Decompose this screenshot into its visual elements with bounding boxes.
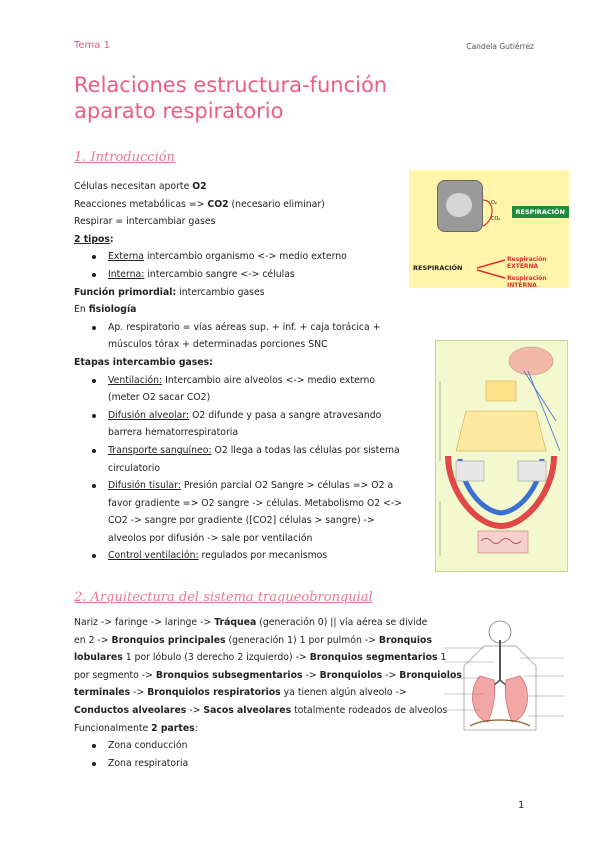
section-heading-architecture: 2. Arquitectura del sistema traqueobronquial xyxy=(74,590,373,605)
respiration-diagram xyxy=(409,170,569,288)
text-bold: O2 xyxy=(192,181,207,192)
text-bold: Bronquios segmentarios xyxy=(309,652,438,664)
list-item xyxy=(74,407,402,442)
text: Nariz -> faringe -> laringe -> xyxy=(74,617,215,628)
header-topic: Tema 1 xyxy=(74,40,110,51)
text: : xyxy=(194,722,198,734)
text: totalmente rodeados de alveolos xyxy=(291,704,448,716)
line: Respirar = intercambiar gases xyxy=(74,216,216,228)
text-bold: lobulares xyxy=(74,652,123,664)
list-item: Zona respiratoria xyxy=(74,755,462,773)
line xyxy=(74,301,402,319)
respiratory-tract-diagram xyxy=(444,618,564,738)
text-bold: Bronquiolos xyxy=(319,669,383,681)
text: -> xyxy=(302,669,320,681)
text: Funcionalmente xyxy=(74,722,152,734)
text-bold: CO2 xyxy=(207,198,229,210)
line xyxy=(74,720,462,738)
section-heading-intro: 1. Introducción xyxy=(74,150,175,165)
gas-exchange-illustration xyxy=(436,341,567,571)
text: en 2 -> xyxy=(74,634,112,646)
text: por segmento -> xyxy=(74,669,156,681)
line: alveolos por difusión -> sale por ventilación xyxy=(108,532,313,544)
text-bold: 2 tipos xyxy=(74,233,110,245)
text: -> xyxy=(382,669,400,681)
text: 1 por lóbulo (3 derecho 2 izquierdo) -> xyxy=(122,652,310,664)
list-item xyxy=(74,266,402,284)
line-bold: Etapas intercambio gases: xyxy=(74,356,213,368)
line: favor gradiente => O2 sangre -> células. Metabolismo O2 <-> xyxy=(108,497,403,509)
paragraph-line xyxy=(74,649,462,667)
intro-body xyxy=(74,178,402,565)
text-underlined: Control ventilación: xyxy=(108,550,199,562)
text: O2 llega a todas las células por sistema xyxy=(211,444,400,456)
label-o2: O₂ xyxy=(491,200,497,206)
line: músculos tórax + determinadas porciones SNC xyxy=(108,339,328,351)
fig1-arrows xyxy=(409,170,569,288)
text-bold: Bronquiolos respiratorios xyxy=(147,687,281,699)
text: -> xyxy=(130,687,148,699)
text: En xyxy=(74,304,89,316)
line: barrera hematorrespiratoria xyxy=(108,427,239,439)
text-underlined: Externa xyxy=(108,251,144,263)
stages-list xyxy=(74,372,402,566)
text: (necesario eliminar) xyxy=(228,198,325,210)
respiratory-tract-illustration xyxy=(444,618,564,738)
list-item xyxy=(74,372,402,407)
text-bold: Sacos alveolares xyxy=(203,704,292,716)
text: -> xyxy=(186,704,204,716)
respiracion-label: RESPIRACIÓN xyxy=(413,264,463,272)
paragraph-line xyxy=(74,632,462,650)
line xyxy=(74,196,402,214)
line xyxy=(74,231,402,249)
list-item: Zona conducción xyxy=(74,737,462,755)
text-bold: Tráquea xyxy=(214,617,257,628)
respiracion-externa: Respiración EXTERNA xyxy=(507,256,547,270)
text-underlined: Ventilación: xyxy=(108,374,163,386)
text-bold: fisiología xyxy=(88,304,137,316)
text: Células necesitan aporte xyxy=(74,181,193,192)
line: Ap. respiratorio = vías aéreas sup. + inf. + caja torácica + xyxy=(108,321,381,333)
text-bold: Función primordial: xyxy=(74,286,177,298)
text: Presión parcial O2 Sangre > células => O2 a xyxy=(180,480,394,492)
text-bold: Bronquios xyxy=(378,634,432,646)
line: (meter O2 sacar CO2) xyxy=(108,392,211,404)
text-bold: 2 partes xyxy=(151,722,195,734)
text-bold: Bronquios principales xyxy=(111,634,226,646)
paragraph-line xyxy=(74,667,462,685)
text-underlined: Transporte sanguíneo: xyxy=(108,444,212,456)
list-item xyxy=(74,442,402,477)
text-bold: Conductos alveolares xyxy=(74,704,187,716)
text: : xyxy=(109,233,114,245)
list-item xyxy=(74,248,402,266)
paragraph-line xyxy=(74,702,462,720)
line: CO2 -> sangre por gradiente ([CO2] células > sangre) -> xyxy=(108,515,375,527)
paragraph-line xyxy=(74,684,462,702)
page-title: Relaciones estructura-función aparato respiratorio xyxy=(74,73,388,123)
paragraph-line xyxy=(74,614,462,632)
text: Reacciones metabólicas => xyxy=(74,198,208,210)
text: intercambio gases xyxy=(176,286,265,298)
respiracion-interna: Respiración INTERNA xyxy=(507,275,547,289)
header-author: Candela Gutiérrez xyxy=(466,42,534,51)
list-item xyxy=(74,477,402,547)
text: ya tienen algún alveolo -> xyxy=(280,687,407,699)
text: regulados por mecanismos xyxy=(198,550,328,562)
text-underlined: Interna: xyxy=(108,268,145,280)
text: (generación 0) || vía aérea se divide xyxy=(256,617,428,628)
text-underlined: Difusión tisular: xyxy=(108,480,181,492)
zones-list xyxy=(74,737,462,772)
architecture-body xyxy=(74,614,462,772)
list-item xyxy=(74,319,402,354)
bullet-list xyxy=(74,319,402,354)
text-underlined: Difusión alveolar: xyxy=(108,409,190,421)
text-bold: terminales xyxy=(74,687,131,699)
text: intercambio sangre <-> células xyxy=(144,268,295,280)
line: circulatorio xyxy=(108,462,161,474)
line xyxy=(74,178,402,196)
list-item xyxy=(74,547,402,565)
line xyxy=(74,284,402,302)
text-bold: Bronquios subsegmentarios xyxy=(155,669,303,681)
text-bold: Bronquiolos xyxy=(399,669,462,681)
text: 1 xyxy=(437,652,447,664)
respiracion-label-green: RESPIRACIÓN xyxy=(512,206,570,218)
text: Intercambio aire alveolos <-> medio externo xyxy=(162,374,376,386)
bullet-list xyxy=(74,248,402,283)
text: intercambio organismo <-> medio externo xyxy=(144,251,347,263)
label-co2: CO₂ xyxy=(491,216,501,222)
gas-exchange-diagram xyxy=(435,340,568,572)
page-number: 1 xyxy=(518,800,525,811)
text: O2 difunde y pasa a sangre atravesando xyxy=(189,409,382,421)
text: (generación 1) 1 por pulmón -> xyxy=(225,634,379,646)
